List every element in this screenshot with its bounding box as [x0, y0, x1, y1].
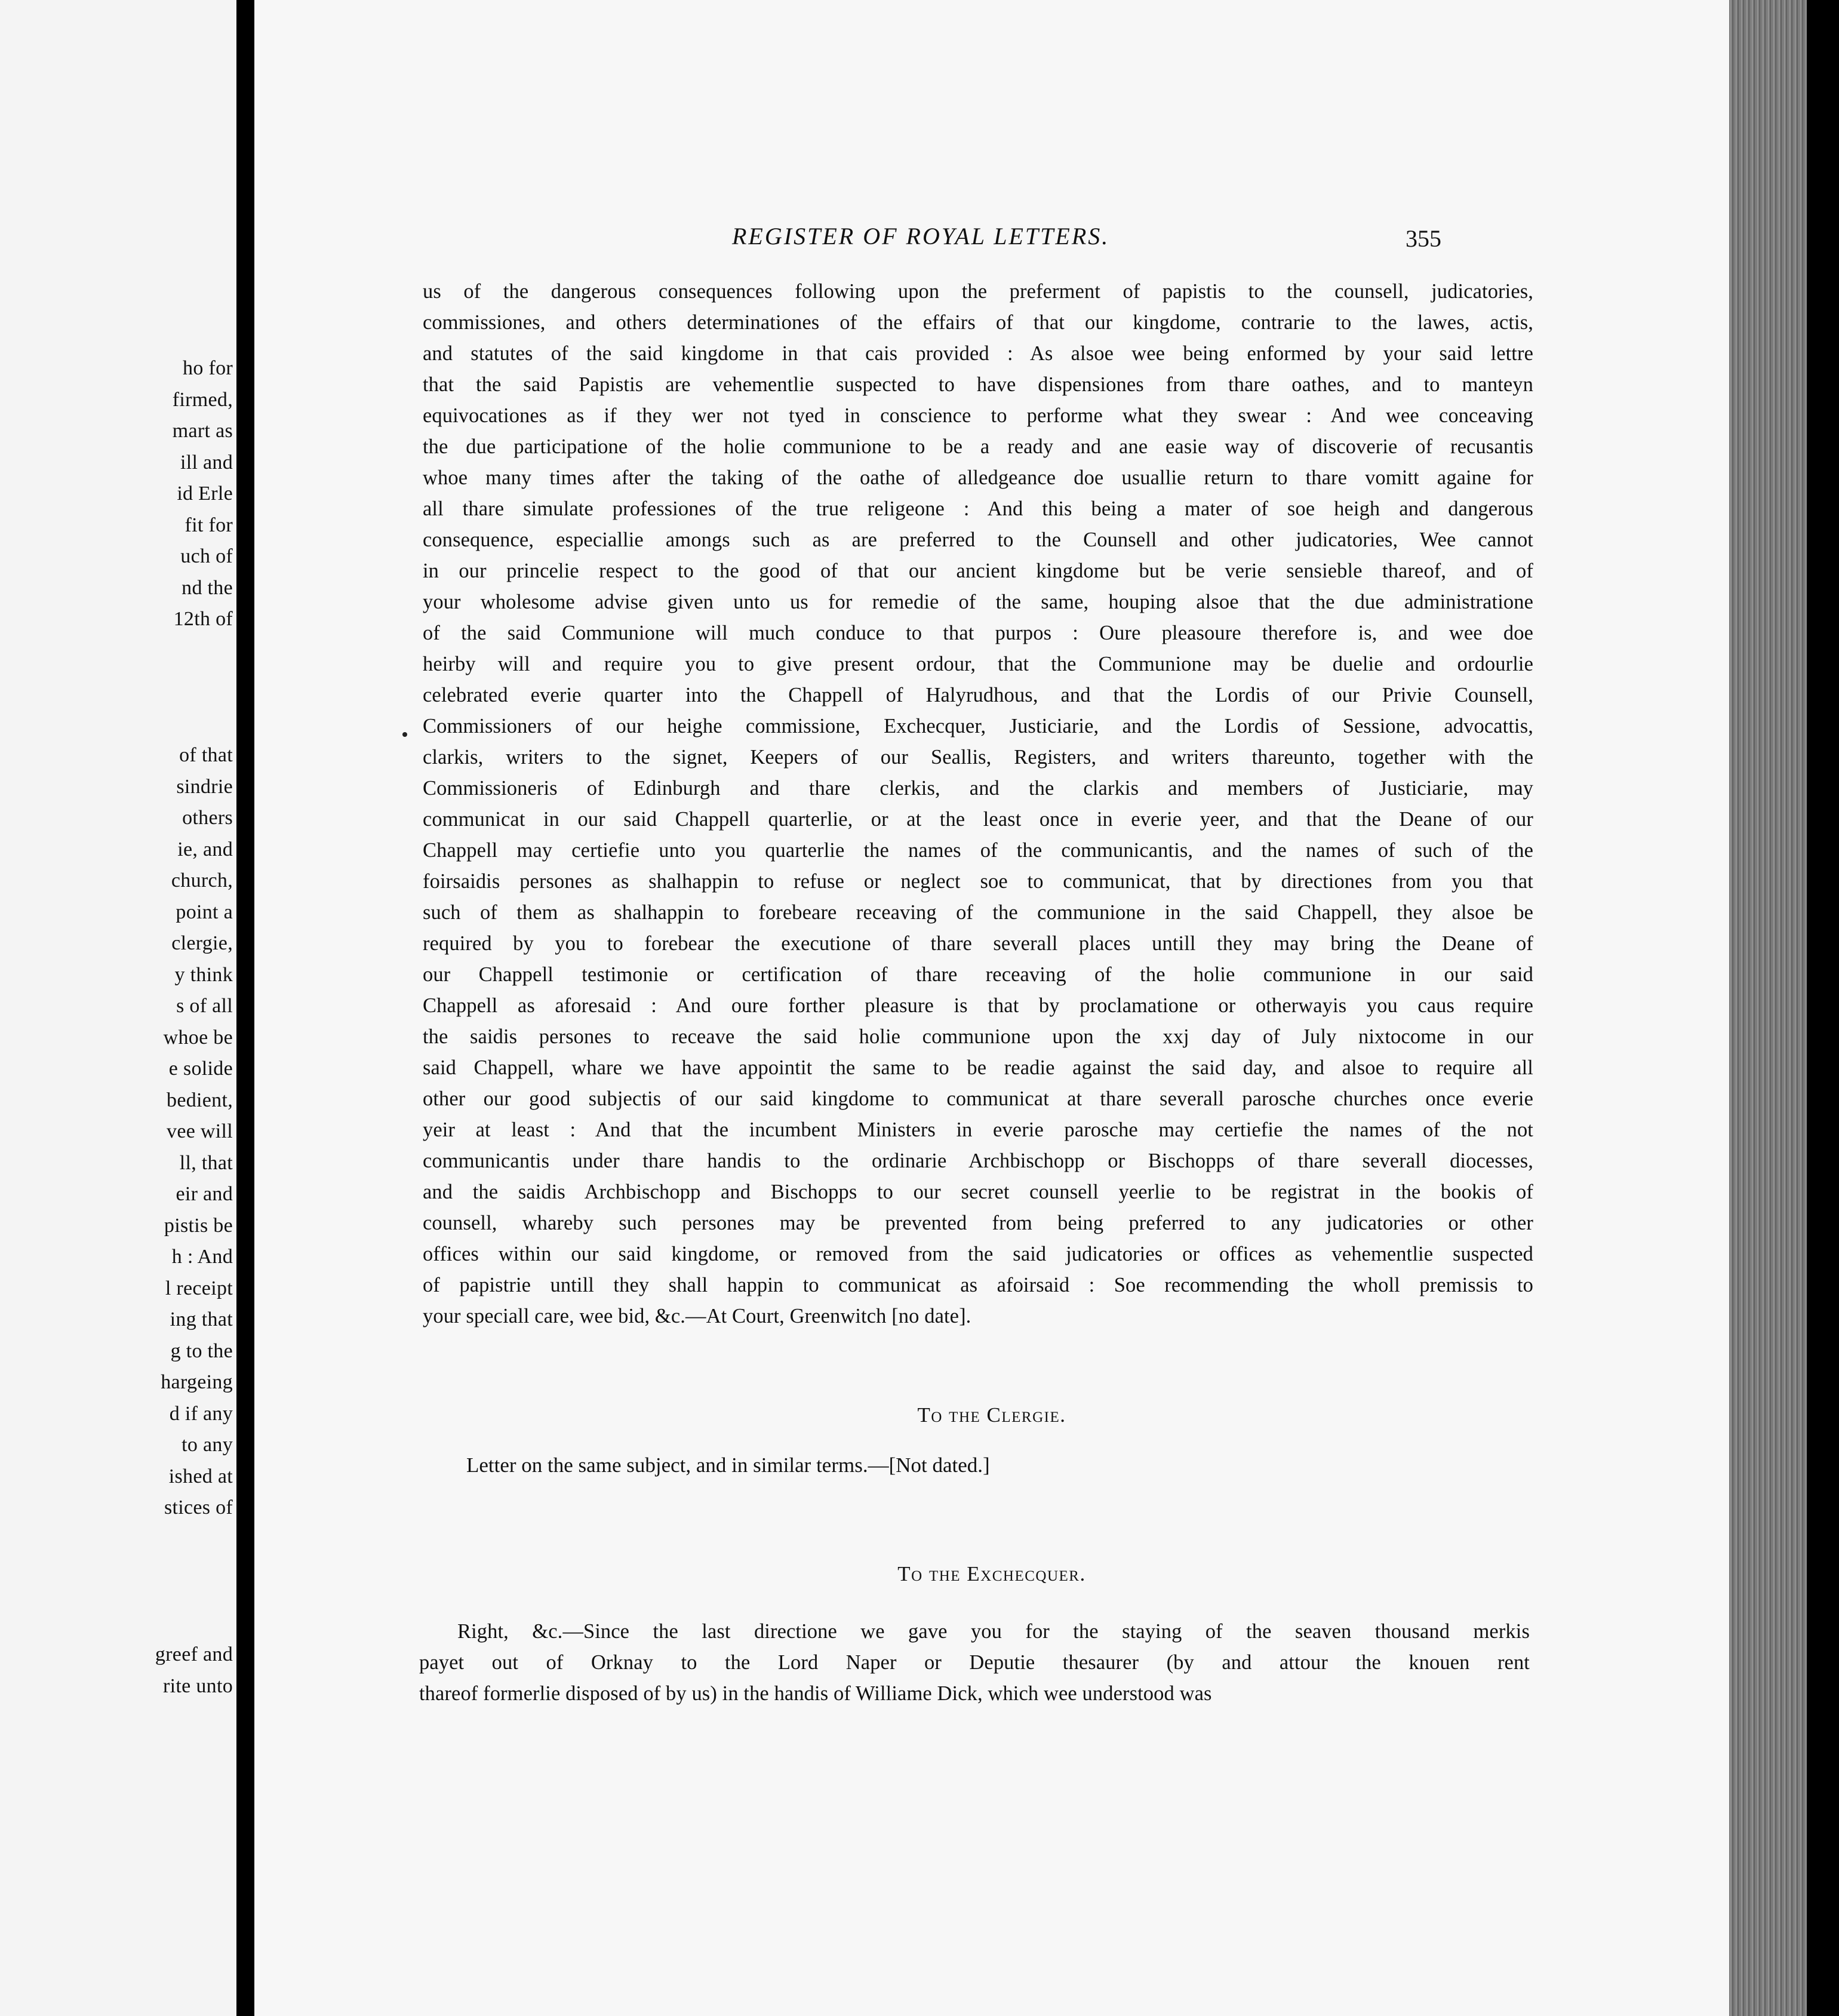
text-line: the saidis persones to receave the said holie communione upon the xxj day of July nixtocome in our — [423, 1025, 1533, 1048]
facing-page-fragment: mart as — [172, 420, 233, 442]
facing-page-fragment: id Erle — [177, 483, 233, 505]
text-line: equivocationes as if they wer not tyed in conscience to performe what they swear : And wee conceaving — [423, 404, 1533, 427]
facing-page-fragment: others — [182, 807, 233, 829]
facing-page-fragment: to any — [182, 1434, 233, 1456]
facing-page-fragment: church, — [171, 869, 233, 892]
page-number: 355 — [1406, 225, 1441, 252]
text-line: payet out of Orknay to the Lord Naper or Deputie thesaurer (by and attour the knouen rent — [419, 1651, 1530, 1674]
facing-page-fragment: greef and — [155, 1643, 233, 1665]
text-line: that the said Papistis are vehementlie suspected to have dispensiones from thare oathes, and to manteyn — [423, 373, 1533, 396]
facing-page-fragment: l receipt — [165, 1277, 233, 1299]
text-line: Commissioners of our heighe commissione, Exchecquer, Justiciarie, and the Lordis of Sessione, advocattis, — [423, 715, 1533, 737]
facing-page-fragment: sindrie — [176, 775, 233, 798]
text-line: Commissioneris of Edinburgh and thare clerkis, and the clarkis and members of Justiciarie, may — [423, 777, 1533, 800]
text-line: Chappell may certiefie unto you quarterlie the names of the communicantis, and the names of such of the — [423, 839, 1533, 862]
facing-page-fragment: 12th of — [173, 608, 233, 630]
facing-page-fragment: e solide — [168, 1058, 233, 1080]
facing-page-fragment: point a — [176, 901, 233, 923]
text-line: of the said Communione will much conduce to that purpos : Oure pleasoure therefore is, and wee doe — [423, 622, 1533, 644]
facing-page-fragment: d if any — [169, 1402, 233, 1425]
facing-page-fragment: fit for — [184, 514, 233, 536]
text-line: and statutes of the said kingdome in that cais provided : As alsoe wee being enformed by your said lettre — [423, 342, 1533, 365]
text-line: commissiones, and others determinationes of the effairs of that our kingdome, contrarie to the lawes, actis, — [423, 311, 1533, 334]
facing-page — [0, 0, 236, 2016]
facing-page-fragment: ho for — [183, 357, 233, 379]
scan-border — [1807, 0, 1839, 2016]
text-line: offices within our said kingdome, or removed from the said judicatories or offices as vehementlie suspected — [423, 1243, 1533, 1265]
text-line: such of them as shalhappin to forebeare receaving of the communione in the said Chappell, they alsoe be — [423, 901, 1533, 924]
text-line: of papistrie untill they shall happin to communicat as afoirsaid : Soe recommending the wholl premissis to — [423, 1274, 1533, 1296]
facing-page-fragment: rite unto — [163, 1674, 233, 1697]
text-line: required by you to forebear the executione of thare severall places untill they may bring the Deane of — [423, 932, 1533, 955]
text-line: communicat in our said Chappell quarterlie, or at the least once in everie yeer, and that the Deane of our — [423, 808, 1533, 831]
text-line: all thare simulate professiones of the true religeone : And this being a mater of soe heigh and dangerous — [423, 497, 1533, 520]
text-line: foirsaidis persones as shalhappin to refuse or neglect soe to communicat, that by directiones from you that — [423, 870, 1533, 893]
section-heading-clergie: To the Clergie. — [917, 1403, 1066, 1427]
text-line: consequence, especiallie amongs such as are preferred to the Counsell and other judicatories, Wee cannot — [423, 528, 1533, 551]
book-gutter — [236, 0, 254, 2016]
text-line: celebrated everie quarter into the Chappell of Halyrudhous, and that the Lordis of our Privie Counsell, — [423, 684, 1533, 706]
text-line: communicantis under thare handis to the ordinarie Archbischopp or Bischopps of thare severall diocesses, — [423, 1150, 1533, 1172]
text-line: other our good subjectis of our said kingdome to communicat at thare severall parosche churches once everie — [423, 1087, 1533, 1110]
text-line: counsell, whareby such persones may be prevented from being preferred to any judicatories or other — [423, 1212, 1533, 1234]
letter-paragraph — [423, 276, 1533, 1332]
facing-page-fragment: eir and — [176, 1183, 233, 1205]
text-line: Right, &c.—Since the last directione we gave you for the staying of the seaven thousand merkis — [457, 1620, 1530, 1643]
facing-page-fragment: bedient, — [167, 1089, 233, 1111]
text-line: in our princelie respect to the good of that our ancient kingdome but be verie sensieble thareof, and of — [423, 560, 1533, 582]
page-edges — [1729, 0, 1807, 2016]
text-line: yeir at least : And that the incumbent Ministers in everie parosche may certiefie the names of the not — [423, 1118, 1533, 1141]
facing-page-fragment: firmed, — [172, 388, 233, 411]
facing-page-fragment: uch of — [180, 545, 233, 567]
running-title: REGISTER OF ROYAL LETTERS. — [732, 223, 1110, 250]
clergie-letter-note: Letter on the same subject, and in similar terms.—[Not dated.] — [466, 1453, 990, 1477]
facing-page-fragment: h : And — [171, 1246, 233, 1268]
facing-page-fragment: pistis be — [164, 1214, 233, 1237]
facing-page-fragment: hargeing — [161, 1371, 233, 1393]
margin-mark — [402, 732, 407, 737]
text-line: the due participatione of the holie communione to be a ready and ane easie way of discoverie of recusantis — [423, 435, 1533, 458]
text-line: thareof formerlie disposed of by us) in the handis of Williame Dick, which wee understood was — [419, 1682, 1212, 1705]
facing-page-fragment: ill and — [180, 451, 233, 474]
text-line: whoe many times after the taking of the oathe of alledgeance doe usuallie return to thare vomitt againe for — [423, 466, 1533, 489]
facing-page-fragment: ie, and — [177, 838, 233, 861]
facing-page-fragment: y think — [174, 963, 233, 986]
main-page — [254, 0, 1729, 2016]
text-line: heirby will and require you to give present ordour, that the Communione may be duelie and ordourlie — [423, 653, 1533, 675]
text-line: our Chappell testimonie or certification of thare receaving of the holie communione in our said — [423, 963, 1533, 986]
exchecquer-paragraph — [419, 1616, 1530, 1709]
text-line: your speciall care, wee bid, &c.—At Court, Greenwitch [no date]. — [423, 1305, 971, 1327]
facing-page-fragment: whoe be — [163, 1026, 233, 1049]
text-line: said Chappell, whare we have appointit the same to be readie against the said day, and alsoe to require all — [423, 1056, 1533, 1079]
facing-page-fragment: ing that — [170, 1308, 233, 1330]
facing-page-fragment: ll, that — [179, 1151, 233, 1174]
facing-page-fragment: g to the — [170, 1339, 233, 1362]
facing-page-fragment: ished at — [168, 1465, 233, 1488]
text-line: your wholesome advise given unto us for remedie of the same, houping alsoe that the due administratione — [423, 591, 1533, 613]
facing-page-fragment: s of all — [176, 995, 233, 1017]
facing-page-fragment: stices of — [164, 1496, 233, 1519]
text-line: clarkis, writers to the signet, Keepers of our Seallis, Registers, and writers thareunto, together with the — [423, 746, 1533, 769]
facing-page-fragment: clergie, — [171, 932, 233, 954]
text-line: us of the dangerous consequences following upon the preferment of papistis to the counsell, judicatories, — [423, 280, 1533, 303]
text-line: and the saidis Archbischopp and Bischopps to our secret counsell yeerlie to be registrat in the bookis of — [423, 1181, 1533, 1203]
facing-page-fragment: of that — [179, 744, 233, 766]
facing-page-fragment: vee will — [167, 1120, 233, 1142]
running-header — [254, 222, 1729, 258]
facing-page-fragment: nd the — [182, 576, 233, 599]
text-line: Chappell as aforesaid : And oure forther pleasure is that by proclamatione or otherwayis you caus require — [423, 994, 1533, 1017]
section-heading-exchecquer: To the Exchecquer. — [897, 1562, 1086, 1585]
